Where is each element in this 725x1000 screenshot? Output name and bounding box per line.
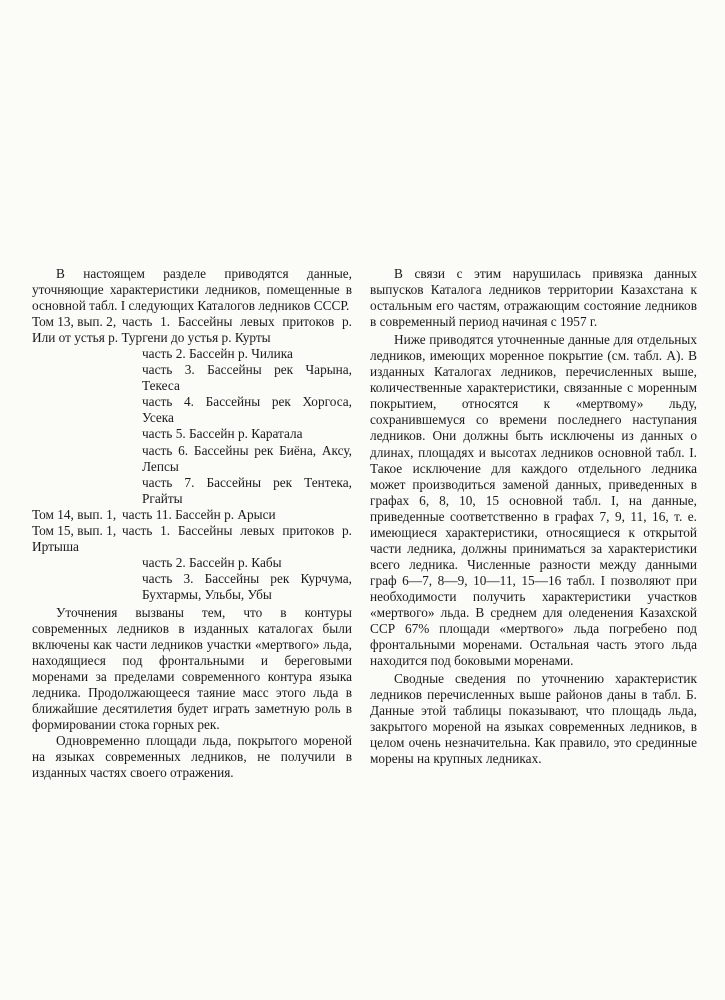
catalog-part: часть 11. Бассейн р. Арыси <box>122 506 276 522</box>
catalog-part: часть 3. Бассейны рек Курчума, Бухтармы, Ульбы, Убы <box>142 570 352 602</box>
catalog-part: часть 5. Бассейн р. Каратала <box>142 426 303 442</box>
catalog-part: часть 1. Бассейны левых притоков р. Иртыша <box>32 522 352 554</box>
catalog-tom: Том 14, вып. 1, <box>32 506 117 522</box>
moraine-paragraph: Одновременно площади льда, покрытого мореной на языках современных ледников, не получили в изданных частях своего отражения. <box>32 733 352 781</box>
right-column <box>370 266 697 767</box>
left-column <box>32 266 352 782</box>
catalog-part: часть 4. Бассейны рек Хоргоса, Усека <box>142 394 352 426</box>
catalog-entry-tom14 <box>32 507 352 523</box>
catalog-tom: Том 13, вып. 2, <box>32 314 117 330</box>
binding-paragraph: В связи с этим нарушилась привязка данных выпусков Каталога ледников территории Казахстана к остальным его частям, отражающим состояние ледников в современный период начиная с 1957 г. <box>370 266 697 330</box>
summary-paragraph: Сводные сведения по уточнению характеристик ледников перечисленных выше районов даны в табл. Б. Данные этой таблицы показывают, что площадь льда, закрытого мореной на языках современных ледников, в целом очень незначительна. Как правило, это срединные морены на крупных ледниках. <box>370 671 697 767</box>
refinement-paragraph: Уточнения вызваны тем, что в контуры современных ледников в изданных каталогах были включены как части ледников участки «мертвого» льда, находящиеся под фронтальными и береговыми моренами за пределами современного контура языка ледника. Продолжающееся таяние масс этого льда в ближайшие десятилетия будет играть заметную роль в формировании стока горных рек. <box>32 604 352 733</box>
intro-paragraph: В настоящем разделе приводятся данные, уточняющие характеристики ледников, помещенные в основной табл. I следующих Каталогов ледников СССР. <box>32 266 352 314</box>
catalog-entry-tom13 <box>32 314 352 507</box>
catalog-part: часть 2. Бассейн р. Кабы <box>142 554 282 570</box>
catalog-part: часть 7. Бассейны рек Тентека, Ргайты <box>142 474 352 506</box>
catalog-part: часть 2. Бассейн р. Чилика <box>142 346 293 362</box>
catalog-entry-tom15 <box>32 523 352 603</box>
catalog-part: часть 6. Бассейны рек Биёна, Аксу, Лепсы <box>142 442 352 474</box>
refined-data-paragraph: Ниже приводятся уточненные данные для отдельных ледников, имеющих моренное покрытие (см. табл. А). В изданных Каталогах ледников, перечисленных выше, количественные характеристики, связанные с моренным покрытием, относятся к «мертвому» льду, сохранившемуся со времени последнего наступания ледников. Они должны быть исключены из данных о длинах, площадях и высотах ледников основной табл. I. Такое исключение для каждого отдельного ледника может производиться заменой данных, приведенных в графах 6, 8, 10, 15 основной табл. I, на данные, приведенные соответственно в графах 7, 9, 11, 16, т. е. имеющиеся характеристики, относящиеся к открытой части ледника, должны приниматься за характеристики всего ледника. Численные разности между данными граф 6—7, 8—9, 10—11, 15—16 табл. I позволяют при необходимости получить характеристики участков «мертвого» льда. В среднем для оледенения Казахской ССР 67% площади «мертвого» льда погребено под фронтальными моренами. Остальная часть этого льда находится под боковыми моренами. <box>370 332 697 669</box>
catalog-part: часть 3. Бассейны рек Чарына, Текеса <box>142 362 352 394</box>
catalog-list <box>32 314 352 603</box>
catalog-part: часть 1. Бассейны левых притоков р. Или от устья р. Тургени до устья р. Курты <box>32 314 352 346</box>
catalog-tom: Том 15, вып. 1, <box>32 522 117 538</box>
